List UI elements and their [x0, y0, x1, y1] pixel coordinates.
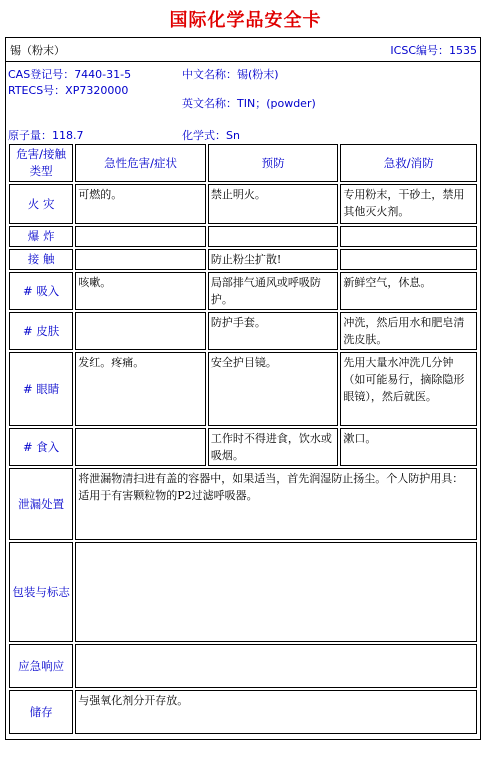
prevention-cell	[208, 226, 339, 247]
section-row	[9, 542, 477, 642]
section-row	[9, 690, 477, 734]
section-label: 应急响应	[9, 644, 73, 688]
prevention-cell: 防护手套。	[208, 312, 339, 350]
header-symptoms: 急性危害/症状	[75, 144, 206, 182]
section-row	[9, 468, 477, 540]
table-row	[9, 249, 477, 270]
prevention-cell: 防止粉尘扩散!	[208, 249, 339, 270]
section-text	[75, 542, 477, 642]
prevention-cell: 安全护目镜。	[208, 352, 339, 426]
table-header-row	[9, 144, 477, 182]
row-label: 接 触	[9, 249, 73, 270]
first-aid-cell: 专用粉末，干砂土，禁用其他灭火剂。	[340, 184, 477, 224]
symptoms-cell	[75, 249, 206, 270]
section-text: 与强氧化剂分开存放。	[75, 690, 477, 734]
header-first-aid: 急救/消防	[340, 144, 477, 182]
english-name: 英文名称：TIN；(powder)	[182, 97, 316, 110]
symptoms-cell: 发红。疼痛。	[75, 352, 206, 426]
card-title: 国际化学品安全卡	[169, 10, 322, 31]
section-text	[75, 644, 477, 688]
symptoms-cell: 咳嗽。	[75, 272, 206, 310]
chemical-formula: 化学式：Sn	[182, 129, 240, 142]
row-label: 火 灾	[9, 184, 73, 224]
row-label: # 皮肤	[9, 312, 73, 350]
row-label: # 眼睛	[9, 352, 73, 426]
row-label: 爆 炸	[9, 226, 73, 247]
symptoms-cell	[75, 428, 206, 466]
section-label: 泄漏处置	[9, 468, 73, 540]
prevention-cell: 禁止明火。	[208, 184, 339, 224]
row-label: # 吸入	[9, 272, 73, 310]
first-aid-cell	[340, 226, 477, 247]
first-aid-cell: 漱口。	[340, 428, 477, 466]
icsc-number: ICSC编号：1535	[390, 44, 477, 57]
prevention-cell: 工作时不得进食，饮水或吸烟。	[208, 428, 339, 466]
table-row	[9, 428, 477, 466]
chinese-name: 中文名称：锡(粉末)	[182, 68, 279, 81]
symptoms-cell: 可燃的。	[75, 184, 206, 224]
first-aid-cell: 新鲜空气，休息。	[340, 272, 477, 310]
header-hazard-type: 危害/接触类型	[9, 144, 73, 182]
table-row	[9, 312, 477, 350]
row-label: # 食入	[9, 428, 73, 466]
first-aid-cell	[340, 249, 477, 270]
cas-number: CAS登记号：7440-31-5	[8, 68, 132, 81]
section-row	[9, 644, 477, 688]
section-text: 将泄漏物清扫进有盖的容器中，如果适当，首先润湿防止扬尘。个人防护用具：适用于有害颗粒物的P2过滤呼吸器。	[75, 468, 477, 540]
symptoms-cell	[75, 312, 206, 350]
atomic-weight: 原子量：118.7	[8, 129, 84, 142]
rtecs-number: RTECS号：XP7320000	[8, 84, 129, 97]
section-label: 包装与标志	[9, 542, 73, 642]
first-aid-cell: 先用大量水冲洗几分钟（如可能易行，摘除隐形眼镜），然后就医。	[340, 352, 477, 426]
table-row	[9, 226, 477, 247]
first-aid-cell: 冲洗，然后用水和肥皂清洗皮肤。	[340, 312, 477, 350]
table-row	[9, 184, 477, 224]
table-row	[9, 272, 477, 310]
divider	[6, 61, 480, 62]
hazard-table	[7, 142, 479, 736]
symptoms-cell	[75, 226, 206, 247]
section-label: 储存	[9, 690, 73, 734]
prevention-cell: 局部排气通风或呼吸防护。	[208, 272, 339, 310]
table-row	[9, 352, 477, 426]
substance-name: 锡（粉末）	[10, 44, 65, 57]
header-prevention: 预防	[208, 144, 339, 182]
